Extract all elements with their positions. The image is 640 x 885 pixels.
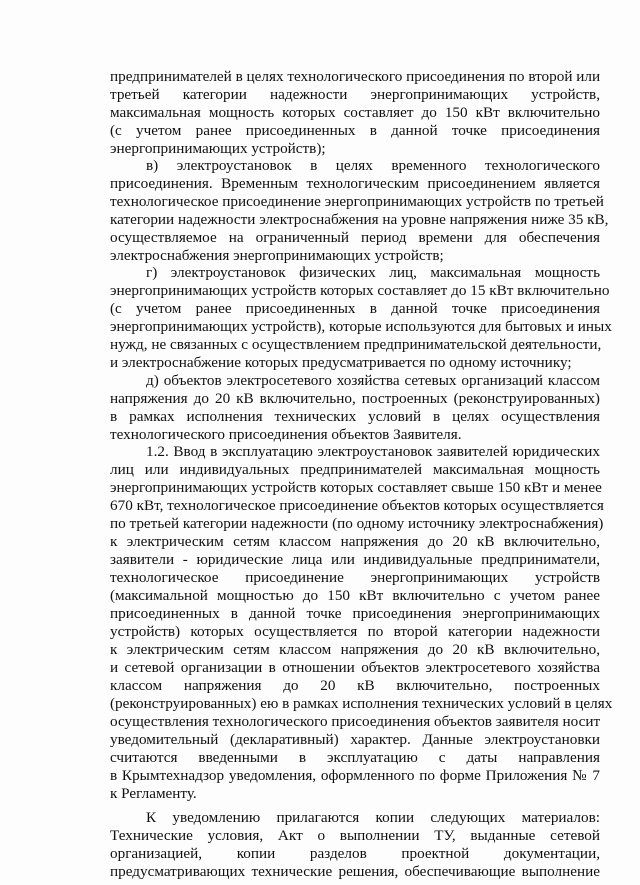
text-line: (реконструированных) ею в рамках исполнения технических условий в целях [110,695,613,712]
text-line: энергопринимающих устройств); [110,140,326,157]
text-line: к электрическим сетям классом напряжения до 20 кВ включительно, [110,533,600,550]
text-line: устройств) которых осуществляется по второй категории надежности [110,623,600,640]
text-line: 670 кВт, технологическое присоединение объектов которых осуществляется [110,497,604,514]
text-line: технологического присоединения объектов Заявителя. [110,426,462,443]
text-line: технологическое присоединение энергопринимающих устройств по третьей [110,193,604,210]
text-line: осуществления технологического присоединения объектов заявителя носит [110,713,601,730]
text-line: энергопринимающих устройств), которые используются для бытовых и иных [110,318,612,335]
text-line: энергопринимающих устройств которых составляет свыше 150 кВт и менее [110,479,602,496]
text-line: в Крымтехнадзор уведомления, оформленного по форме Приложения № 7 [110,767,600,784]
text-line: электроснабжения энергопринимающих устройств; [110,247,444,264]
text-line: энергопринимающих устройств которых составляет до 15 кВт включительно [110,282,610,299]
text-line: в) электроустановок в целях временного технологического [146,157,600,174]
text-line: 1.2. Ввод в эксплуатацию электроустановок заявителей юридических [146,443,600,460]
text-line: организацией, копии разделов проектной документации, [110,845,600,862]
text-line: напряжения до 20 кВ включительно, построенных (реконструированных) [110,390,600,407]
text-line: и электроснабжение которых предусматривается по одному источнику; [110,354,572,371]
text-line: и сетевой организации в отношении объектов электросетевого хозяйства [110,659,600,676]
text-line: в рамках исполнения технических условий в целях осуществления [110,408,600,425]
text-line: категории надежности электроснабжения на уровне напряжения ниже 35 кВ, [110,211,609,228]
text-line: лиц или индивидуальных предпринимателей максимальная мощность [110,461,600,478]
text-line: (с учетом ранее присоединенных в данной точке присоединения [110,122,600,139]
text-line: предусматривающих технические решения, обеспечивающие выполнение [110,863,600,880]
text-line: предпринимателей в целях технологического присоединения по второй или [110,68,601,85]
text-line: технологическое присоединение энергопринимающих устройств [110,569,600,586]
text-line: третьей категории надежности энергопринимающих устройств, [110,86,600,103]
text-line: классом напряжения до 20 кВ включительно, построенных [110,677,600,694]
text-line: по третьей категории надежности (по одному источнику электроснабжения) [110,515,604,532]
text-line: максимальная мощность которых составляет до 150 кВт включительно [110,104,600,121]
text-line: д) объектов электросетевого хозяйства сетевых организаций классом [146,372,600,389]
text-line: К уведомлению прилагаются копии следующих материалов: [146,809,600,826]
text-line: (максимальной мощностью до 150 кВт включительно с учетом ранее [110,587,600,604]
text-line: Технические условия, Акт о выполнении ТУ, выданные сетевой [110,827,600,844]
text-line: нужд, не связанных с осуществлением предпринимательской деятельности, [110,336,602,353]
text-line: присоединения. Временным технологическим присоединением является [110,175,600,192]
text-line: г) электроустановок физических лиц, максимальная мощность [146,264,600,281]
text-line: уведомительный (декларативный) характер. Данные электроустановки [110,731,600,748]
text-line: считаются введенными в эксплуатацию с даты направления [110,749,600,766]
text-line: осуществляемое на ограниченный период времени для обеспечения [110,229,600,246]
text-line: к Регламенту. [110,785,197,802]
text-line: присоединенных в данной точке присоединения энергопринимающих [110,605,600,622]
text-line: (с учетом ранее присоединенных в данной точке присоединения [110,300,600,317]
text-line: к электрическим сетям классом напряжения до 20 кВ включительно, [110,641,600,658]
text-line: заявители - юридические лица или индивидуальные предприниматели, [110,551,600,568]
